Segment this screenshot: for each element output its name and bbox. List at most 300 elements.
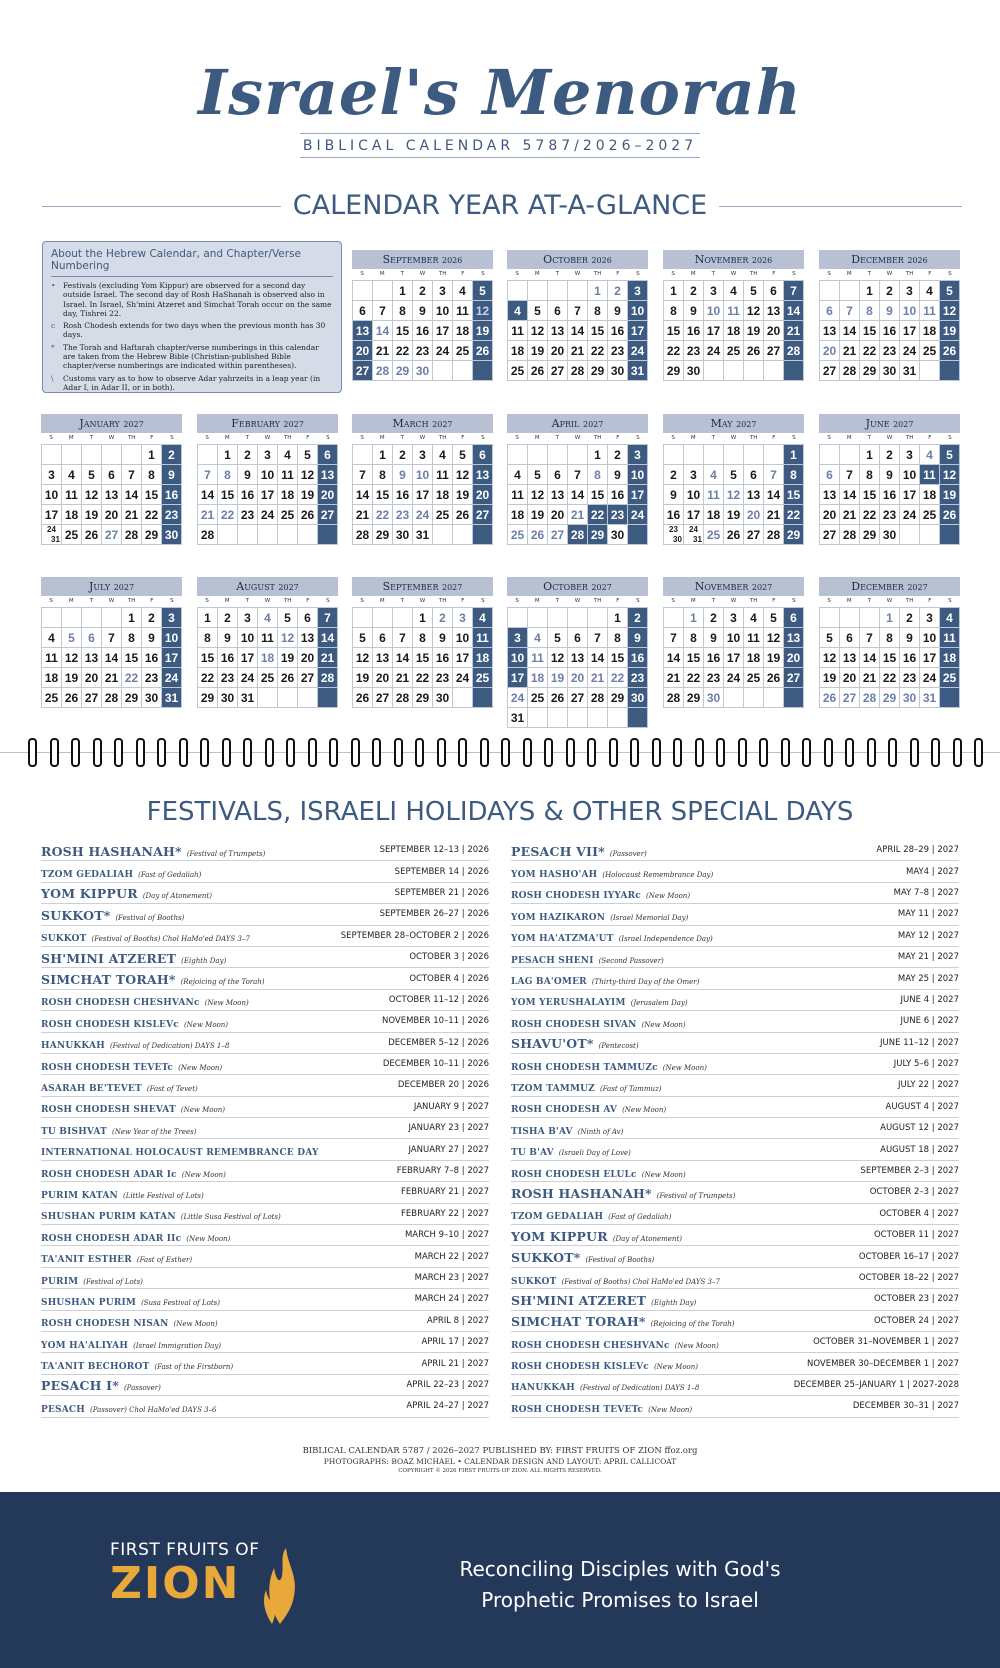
festival-note: (Festival of Booths) bbox=[115, 913, 185, 922]
day-cell: 14 bbox=[664, 648, 684, 668]
weekday-label: T bbox=[400, 271, 405, 277]
spiral-ring bbox=[136, 738, 145, 767]
day-grid bbox=[507, 280, 648, 381]
day-cell: 27 bbox=[820, 525, 840, 545]
weekday-label: W bbox=[730, 271, 737, 277]
weekday-header bbox=[663, 433, 804, 444]
day-cell: 4 bbox=[433, 445, 453, 465]
festival-note: (Rejoicing of the Torah) bbox=[650, 1320, 735, 1329]
festival-row bbox=[511, 1182, 959, 1203]
day-cell: 4 bbox=[724, 281, 744, 301]
festival-date: MAY 21 | 2027 bbox=[897, 952, 959, 963]
weekday-label: S bbox=[827, 435, 831, 441]
page-subtitle: BIBLICAL CALENDAR 5787/2026–2027 bbox=[302, 138, 698, 154]
festival-name-cell bbox=[41, 841, 265, 860]
day-cell: 1 bbox=[198, 608, 218, 628]
festival-row bbox=[41, 1011, 489, 1032]
day-cell: 9 bbox=[704, 628, 724, 648]
empty-day-cell bbox=[628, 525, 648, 545]
empty-day-cell bbox=[353, 608, 373, 628]
day-cell: 22 bbox=[860, 341, 880, 361]
spiral-ring bbox=[71, 738, 80, 767]
festival-name: YOM HASHO'AH bbox=[511, 870, 598, 881]
festival-date: OCTOBER 4 | 2026 bbox=[409, 973, 489, 984]
festival-date: JUNE 11–12 | 2027 bbox=[880, 1037, 959, 1048]
festival-name: SH'MINI ATZERET bbox=[41, 950, 177, 966]
day-cell: 4 bbox=[920, 281, 940, 301]
day-cell: 17 bbox=[42, 505, 62, 525]
festival-note: (New Moon) bbox=[181, 1170, 226, 1179]
weekday-label: S bbox=[481, 271, 485, 277]
spiral-ring bbox=[28, 738, 37, 767]
day-cell: 13 bbox=[82, 648, 102, 668]
festival-note: (New Moon) bbox=[646, 892, 691, 901]
spiral-ring bbox=[480, 738, 489, 767]
festival-row bbox=[41, 1161, 489, 1182]
festival-row bbox=[511, 1225, 959, 1246]
credits bbox=[0, 1446, 1000, 1474]
day-cell: 29 bbox=[860, 525, 880, 545]
weekday-label: M bbox=[846, 435, 852, 441]
festival-name: ROSH CHODESH TEVETc bbox=[41, 1062, 174, 1073]
festival-note: (Holocaust Remembrance Day) bbox=[602, 871, 714, 880]
day-cell: 21 bbox=[840, 341, 860, 361]
day-cell: 6 bbox=[764, 281, 784, 301]
combined-day-number: 30 bbox=[673, 535, 682, 544]
festival-name-cell bbox=[41, 862, 201, 881]
day-cell: 14 bbox=[588, 648, 608, 668]
day-cell: 26 bbox=[528, 525, 548, 545]
day-cell: 13 bbox=[764, 301, 784, 321]
day-cell: 10 bbox=[920, 628, 940, 648]
festival-name-cell bbox=[41, 1354, 233, 1373]
day-cell: 14 bbox=[198, 485, 218, 505]
day-cell: 8 bbox=[218, 465, 238, 485]
day-cell: 23 bbox=[218, 668, 238, 688]
day-cell: 2 bbox=[393, 445, 413, 465]
day-cell: 12 bbox=[940, 301, 960, 321]
weekday-label: S bbox=[636, 598, 640, 604]
day-cell: 7 bbox=[373, 301, 393, 321]
weekday-header bbox=[663, 596, 804, 607]
month-year-label: 2027 bbox=[893, 420, 914, 429]
festival-row bbox=[41, 926, 489, 947]
festival-date: NOVEMBER 30–DECEMBER 1 | 2027 bbox=[807, 1358, 959, 1369]
day-cell: 13 bbox=[840, 648, 860, 668]
day-cell: 25 bbox=[62, 525, 82, 545]
month-header bbox=[352, 414, 493, 433]
empty-day-cell bbox=[122, 445, 142, 465]
weekday-header bbox=[819, 433, 960, 444]
festival-date: APRIL 28–29 | 2027 bbox=[876, 845, 959, 856]
spiral-ring bbox=[114, 738, 123, 767]
festival-note: (New Moon) bbox=[180, 1106, 225, 1115]
tagline-line-2: Prophetic Promises to Israel bbox=[481, 1588, 759, 1612]
festival-name: ROSH HASHANAH* bbox=[511, 1185, 652, 1201]
day-cell bbox=[664, 525, 684, 545]
weekday-label: M bbox=[534, 271, 540, 277]
day-cell: 19 bbox=[724, 505, 744, 525]
day-cell: 16 bbox=[684, 321, 704, 341]
day-cell: 9 bbox=[880, 465, 900, 485]
festival-date: OCTOBER 23 | 2027 bbox=[873, 1294, 959, 1305]
day-cell: 6 bbox=[744, 465, 764, 485]
empty-day-cell bbox=[102, 445, 122, 465]
day-cell: 26 bbox=[820, 688, 840, 708]
day-cell: 31 bbox=[900, 361, 920, 381]
day-cell: 6 bbox=[318, 445, 338, 465]
day-grid bbox=[197, 444, 338, 545]
festival-name-cell bbox=[41, 1012, 228, 1031]
day-cell: 12 bbox=[453, 465, 473, 485]
festival-row bbox=[511, 861, 959, 882]
weekday-label: S bbox=[49, 435, 53, 441]
note-text: Customs vary as to how to observe Adar yahrzeits in a leap year (in Adar I, in Adar II, or in both). bbox=[63, 373, 321, 392]
festival-row bbox=[511, 1289, 959, 1310]
weekday-label: S bbox=[948, 271, 952, 277]
weekday-label: S bbox=[792, 435, 796, 441]
festival-name-cell bbox=[41, 926, 250, 945]
festival-row bbox=[41, 1375, 489, 1396]
day-cell: 28 bbox=[102, 688, 122, 708]
empty-day-cell bbox=[528, 445, 548, 465]
month-name-label: November bbox=[694, 253, 752, 266]
weekday-header bbox=[41, 433, 182, 444]
day-cell: 4 bbox=[508, 465, 528, 485]
month-name-label: June bbox=[865, 417, 894, 430]
festival-note: (New Year of the Trees) bbox=[111, 1127, 197, 1136]
day-cell: 11 bbox=[920, 301, 940, 321]
day-cell: 4 bbox=[704, 465, 724, 485]
day-cell: 26 bbox=[548, 688, 568, 708]
day-cell: 21 bbox=[353, 505, 373, 525]
day-cell: 6 bbox=[820, 301, 840, 321]
day-cell: 5 bbox=[820, 628, 840, 648]
day-cell: 20 bbox=[548, 505, 568, 525]
note-item bbox=[51, 321, 333, 340]
month-header bbox=[197, 577, 338, 596]
day-cell: 22 bbox=[664, 341, 684, 361]
empty-day-cell bbox=[508, 608, 528, 628]
festival-name: HANUKKAH bbox=[511, 1383, 575, 1394]
day-cell: 11 bbox=[473, 628, 493, 648]
day-cell: 11 bbox=[724, 301, 744, 321]
day-cell: 7 bbox=[664, 628, 684, 648]
page-title: Israel's Menorah bbox=[198, 56, 802, 129]
day-cell: 7 bbox=[353, 465, 373, 485]
empty-day-cell bbox=[664, 445, 684, 465]
festival-row bbox=[41, 1139, 489, 1160]
empty-day-cell bbox=[548, 281, 568, 301]
festival-name-cell bbox=[511, 1162, 686, 1181]
weekday-label: T bbox=[89, 435, 94, 441]
festival-date: MARCH 24 | 2027 bbox=[414, 1294, 489, 1305]
day-cell: 8 bbox=[198, 628, 218, 648]
festival-date: JANUARY 9 | 2027 bbox=[413, 1101, 489, 1112]
festival-date: MARCH 9–10 | 2027 bbox=[404, 1230, 489, 1241]
day-cell: 1 bbox=[880, 608, 900, 628]
festival-date: OCTOBER 3 | 2026 bbox=[409, 952, 489, 963]
day-cell: 29 bbox=[684, 688, 704, 708]
festival-note: (Festival of Trumpets) bbox=[656, 1191, 736, 1200]
note-symbol: \ bbox=[51, 373, 54, 383]
empty-day-cell bbox=[548, 445, 568, 465]
ffoz-logo bbox=[110, 1540, 310, 1630]
festival-note: (Festival of Dedication) DAYS 1–8 bbox=[579, 1384, 700, 1393]
festival-name: PESACH bbox=[41, 1404, 85, 1415]
day-cell: 19 bbox=[548, 668, 568, 688]
festival-name-cell bbox=[511, 1397, 692, 1416]
day-cell: 20 bbox=[840, 668, 860, 688]
day-cell: 19 bbox=[298, 485, 318, 505]
festival-name: PURIM bbox=[41, 1276, 79, 1287]
weekday-label: S bbox=[170, 598, 174, 604]
empty-day-cell bbox=[82, 608, 102, 628]
day-cell: 5 bbox=[298, 445, 318, 465]
weekday-label: TH bbox=[749, 271, 758, 277]
spiral-ring bbox=[738, 738, 747, 767]
festival-note: (Israeli Day of Love) bbox=[558, 1149, 631, 1158]
day-cell: 4 bbox=[42, 628, 62, 648]
day-cell: 16 bbox=[664, 505, 684, 525]
day-cell: 18 bbox=[278, 485, 298, 505]
empty-day-cell bbox=[218, 525, 238, 545]
day-grid bbox=[663, 280, 804, 381]
day-cell: 7 bbox=[568, 301, 588, 321]
weekday-label: S bbox=[360, 435, 364, 441]
spiral-ring bbox=[308, 738, 317, 767]
day-cell: 4 bbox=[940, 608, 960, 628]
festival-note: (Passover) Chol HaMo'ed DAYS 3–6 bbox=[89, 1405, 217, 1414]
day-cell: 30 bbox=[162, 525, 182, 545]
day-cell: 1 bbox=[393, 281, 413, 301]
weekday-label: F bbox=[616, 435, 620, 441]
festival-note: (Festival of Dedication) DAYS 1–8 bbox=[109, 1042, 230, 1051]
spiral-ring bbox=[501, 738, 510, 767]
day-cell: 7 bbox=[198, 465, 218, 485]
festival-date: FEBRUARY 22 | 2027 bbox=[400, 1208, 489, 1219]
festival-date: MARCH 22 | 2027 bbox=[414, 1251, 489, 1262]
day-grid bbox=[352, 280, 493, 381]
day-cell: 9 bbox=[393, 465, 413, 485]
festival-name: LAG BA'OMER bbox=[511, 977, 587, 988]
weekday-label: M bbox=[224, 598, 230, 604]
day-cell: 25 bbox=[278, 505, 298, 525]
day-cell: 30 bbox=[704, 688, 724, 708]
tagline-line-1: Reconciling Disciples with God's bbox=[459, 1557, 781, 1581]
festivals-title: FESTIVALS, ISRAELI HOLIDAYS & OTHER SPECIAL DAYS bbox=[135, 797, 866, 827]
day-cell: 3 bbox=[900, 445, 920, 465]
day-cell: 28 bbox=[764, 525, 784, 545]
festival-name-cell bbox=[41, 1033, 229, 1052]
spiral-ring bbox=[910, 738, 919, 767]
day-cell: 13 bbox=[784, 628, 804, 648]
month-calendar bbox=[507, 250, 648, 381]
weekday-label: T bbox=[867, 598, 872, 604]
festival-note: (Pentecost) bbox=[598, 1042, 639, 1051]
day-cell: 1 bbox=[784, 445, 804, 465]
day-cell: 11 bbox=[278, 465, 298, 485]
weekday-header bbox=[819, 596, 960, 607]
note-item bbox=[51, 374, 333, 393]
day-cell: 5 bbox=[528, 301, 548, 321]
weekday-label: S bbox=[205, 598, 209, 604]
day-cell: 3 bbox=[920, 608, 940, 628]
note-text: Festivals (excluding Yom Kippur) are observed for a second day outside Israel. The second day of Rosh HaShanah is observed also in Israel. In Israel, Sh'mini Atzeret and Simchat Torah occur on the same day, Tishrei 22. bbox=[63, 281, 332, 318]
weekday-label: T bbox=[555, 598, 560, 604]
day-cell: 15 bbox=[664, 321, 684, 341]
note-text: Rosh Chodesh extends for two days when the previous month has 30 days. bbox=[63, 321, 326, 340]
day-cell: 19 bbox=[453, 485, 473, 505]
weekday-label: T bbox=[711, 598, 716, 604]
empty-day-cell bbox=[393, 608, 413, 628]
spiral-ring bbox=[351, 738, 360, 767]
weekday-label: F bbox=[772, 435, 776, 441]
festival-date: SEPTEMBER 26–27 | 2026 bbox=[379, 909, 489, 920]
festival-name-cell bbox=[511, 990, 688, 1009]
credits-line-2: PHOTOGRAPHS: BOAZ MICHAEL • CALENDAR DESIGN AND LAYOUT: APRIL CALLICOAT bbox=[323, 1457, 677, 1466]
day-cell: 11 bbox=[704, 485, 724, 505]
empty-day-cell bbox=[102, 608, 122, 628]
day-cell: 12 bbox=[744, 301, 764, 321]
festival-row bbox=[41, 1353, 489, 1374]
weekday-label: T bbox=[867, 435, 872, 441]
festival-name-cell bbox=[511, 1226, 682, 1245]
spiral-ring bbox=[372, 738, 381, 767]
weekday-label: T bbox=[711, 435, 716, 441]
day-cell: 31 bbox=[920, 688, 940, 708]
day-cell: 13 bbox=[373, 648, 393, 668]
day-cell: 26 bbox=[453, 505, 473, 525]
empty-day-cell bbox=[568, 608, 588, 628]
day-cell: 16 bbox=[880, 485, 900, 505]
day-cell: 1 bbox=[373, 445, 393, 465]
month-calendar bbox=[507, 577, 648, 728]
day-cell: 9 bbox=[218, 628, 238, 648]
empty-day-cell bbox=[820, 281, 840, 301]
festival-name: ROSH CHODESH SIVAN bbox=[511, 1019, 637, 1030]
festival-note: (New Moon) bbox=[662, 1063, 707, 1072]
spiral-ring bbox=[50, 738, 59, 767]
weekday-label: TH bbox=[749, 435, 758, 441]
day-cell: 15 bbox=[784, 485, 804, 505]
festival-name-cell bbox=[41, 1290, 220, 1309]
festival-name-cell bbox=[511, 862, 713, 881]
day-cell: 10 bbox=[900, 465, 920, 485]
day-cell: 25 bbox=[258, 668, 278, 688]
festival-name: TZOM TAMMUZ bbox=[511, 1083, 595, 1094]
day-cell: 18 bbox=[744, 648, 764, 668]
day-cell: 19 bbox=[940, 321, 960, 341]
festival-name: PESACH SHENI bbox=[511, 955, 594, 966]
day-cell: 5 bbox=[744, 281, 764, 301]
festival-note: (Thirty-third Day of the Omer) bbox=[591, 978, 700, 987]
month-header bbox=[663, 577, 804, 596]
day-cell: 13 bbox=[548, 485, 568, 505]
day-cell: 21 bbox=[393, 668, 413, 688]
day-cell: 13 bbox=[820, 321, 840, 341]
month-calendar bbox=[663, 414, 804, 545]
festival-note: (New Moon) bbox=[173, 1320, 218, 1329]
empty-day-cell bbox=[900, 525, 920, 545]
day-cell: 27 bbox=[373, 688, 393, 708]
weekday-label: S bbox=[360, 271, 364, 277]
festival-date: FEBRUARY 21 | 2027 bbox=[400, 1187, 489, 1198]
note-symbol: • bbox=[51, 281, 56, 290]
at-a-glance-title: CALENDAR YEAR AT-A-GLANCE bbox=[281, 190, 719, 221]
month-name-label: September bbox=[382, 580, 442, 593]
festival-name: SHAVU'OT* bbox=[511, 1036, 594, 1052]
day-cell: 25 bbox=[920, 505, 940, 525]
day-cell: 11 bbox=[940, 628, 960, 648]
day-cell: 24 bbox=[413, 505, 433, 525]
day-cell: 5 bbox=[453, 445, 473, 465]
spiral-ring bbox=[781, 738, 790, 767]
weekday-label: TH bbox=[593, 271, 602, 277]
day-cell: 23 bbox=[142, 668, 162, 688]
day-cell bbox=[42, 525, 62, 545]
day-cell: 4 bbox=[473, 608, 493, 628]
day-cell: 12 bbox=[528, 485, 548, 505]
festival-name-cell bbox=[511, 1140, 631, 1159]
day-cell: 30 bbox=[880, 525, 900, 545]
day-cell: 21 bbox=[664, 668, 684, 688]
day-cell: 2 bbox=[880, 445, 900, 465]
day-cell: 13 bbox=[568, 648, 588, 668]
day-cell: 22 bbox=[588, 341, 608, 361]
festival-name-cell bbox=[511, 1012, 686, 1031]
festival-name: YOM HAZIKARON bbox=[511, 912, 606, 923]
festival-name-cell bbox=[511, 1076, 661, 1095]
credits-line-1: BIBLICAL CALENDAR 5787 / 2026–2027 PUBLISHED BY: FIRST FRUITS OF ZION ffoz.org bbox=[302, 1446, 698, 1456]
weekday-label: TH bbox=[593, 435, 602, 441]
day-cell: 25 bbox=[453, 341, 473, 361]
day-cell: 17 bbox=[900, 321, 920, 341]
day-cell: 29 bbox=[608, 688, 628, 708]
day-cell: 10 bbox=[258, 465, 278, 485]
empty-day-cell bbox=[453, 361, 473, 381]
festival-note: (Festival of Booths) Chol HaMo'ed DAYS 3–7 bbox=[561, 1277, 720, 1286]
spiral-ring bbox=[953, 738, 962, 767]
notes-title: About the Hebrew Calendar, and Chapter/Verse Numbering bbox=[51, 248, 333, 277]
combined-day-number: 24 bbox=[47, 525, 56, 534]
day-cell: 26 bbox=[940, 505, 960, 525]
empty-day-cell bbox=[764, 361, 784, 381]
day-cell: 19 bbox=[744, 321, 764, 341]
spiral-ring bbox=[458, 738, 467, 767]
month-calendar bbox=[41, 577, 182, 708]
festival-name-cell bbox=[511, 1119, 623, 1138]
day-cell: 14 bbox=[840, 485, 860, 505]
day-cell: 28 bbox=[373, 361, 393, 381]
day-cell: 29 bbox=[393, 361, 413, 381]
spiral-ring bbox=[931, 738, 940, 767]
weekday-label: W bbox=[419, 435, 426, 441]
festival-name-cell bbox=[41, 905, 184, 924]
day-cell: 12 bbox=[278, 628, 298, 648]
festival-date: OCTOBER 2–3 | 2027 bbox=[869, 1187, 959, 1198]
weekday-label: M bbox=[534, 435, 540, 441]
empty-day-cell bbox=[744, 445, 764, 465]
festival-name: SIMCHAT TORAH* bbox=[41, 972, 176, 988]
day-cell: 4 bbox=[528, 628, 548, 648]
day-grid bbox=[41, 444, 182, 545]
day-cell: 26 bbox=[528, 361, 548, 381]
festival-note: (New Moon) bbox=[183, 1020, 229, 1029]
day-cell: 2 bbox=[704, 608, 724, 628]
empty-day-cell bbox=[298, 525, 318, 545]
spiral-ring bbox=[888, 738, 897, 767]
